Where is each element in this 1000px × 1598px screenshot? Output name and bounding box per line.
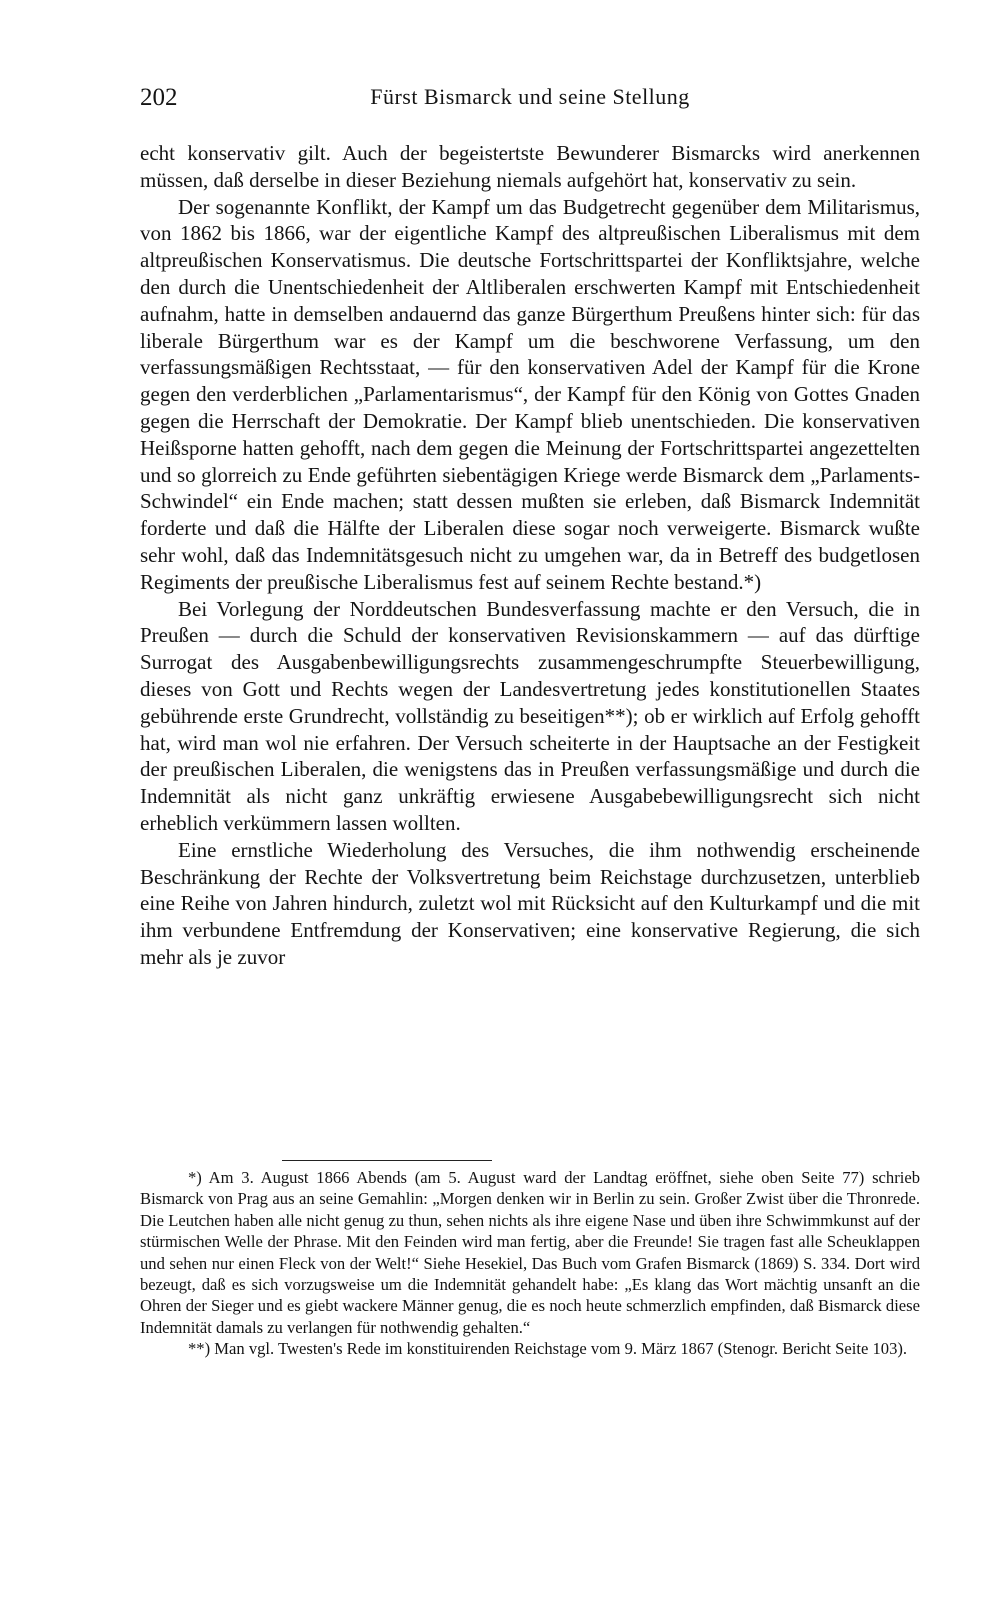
paragraph: Der sogenannte Konflikt, der Kampf um das Budgetrecht gegenüber dem Militarismus, von 1862 bis 1866, war der eigentliche Kampf des altpreußischen Liberalismus mit dem altpreußischen Konservatismus. Die deutsche Fortschrittspartei der Konfliktsjahre, welche den durch die Unentschiedenheit der Altliberalen erschwerten Kampf mit Entschiedenheit aufnahm, hatte in demselben andauernd das ganze Bürgerthum Preußens hinter sich: für das liberale Bürgerthum war es der Kampf um die beschworene Verfassung, um den verfassungsmäßigen Rechtsstaat, — für den konservativen Adel der Kampf für die Krone gegen den verderblichen „Parlamentarismus“, der Kampf für den König von Gottes Gnaden gegen die Herrschaft der Demokratie. Der Kampf blieb unentschieden. Die konservativen Heißsporne hatten gehofft, nach dem gegen die Meinung der Fortschrittspartei angezettelten und so glorreich zu Ende geführten siebentägigen Kriege werde Bismarck dem „Parlaments-Schwindel“ ein Ende machen; statt dessen mußten sie erleben, daß Bismarck Indemnität forderte und daß die Hälfte der Liberalen diese sogar noch verweigerte. Bismarck wußte sehr wohl, daß das Indemnitätsgesuch nicht zu umgehen war, da in Betreff des budgetlosen Regiments der preußische Liberalismus fest auf seinem Rechte bestand.*) [140,194,920,594]
footnote: *) Am 3. August 1866 Abends (am 5. August ward der Landtag eröffnet, siehe oben Seite 77) schrieb Bismarck von Prag aus an seine Gemahlin: „Morgen denken wir in Berlin zu sein. Großer Zwist über die Thronrede. Die Leutchen haben alle nicht genug zu thun, sehen nichts als ihre eigene Nase und üben ihre Schwimmkunst auf der stürmischen Welle der Phrase. Mit den Feinden wird man fertig, aber die Freunde! Sie tragen fast alle Scheuklappen und sehen nur einen Fleck von der Welt!“ Siehe Hesekiel, Das Buch vom Grafen Bismarck (1869) S. 334. Dort wird bezeugt, daß es sich vorzugsweise um die Indemnität gehandelt habe: „Es klang das Wort mächtig unsanft an die Ohren der Sieger und es giebt wackere Männer genug, die es noch heute schmerzlich empfinden, daß Bismarck diese Indemnität damals zu verlangen für nothwendig gehalten.“ [140,1168,920,1337]
running-header [140,84,920,114]
footnotes [140,1167,920,1360]
page-number: 202 [140,84,178,111]
footnote: **) Man vgl. Twesten's Rede im konstituirenden Reichstage vom 9. März 1867 (Stenogr. Bericht Seite 103). [188,1339,908,1359]
footnote-separator [282,1160,492,1161]
paragraph: Bei Vorlegung der Norddeutschen Bundesverfassung machte er den Versuch, die in Preußen — durch die Schuld der konservativen Revisionskammern — auf das dürftige Surrogat des Ausgabenbewilligungsrechts zusammengeschrumpfte Steuerbewilligung, dieses von Gott und Rechts wegen der Landesvertretung jedes konstitutionellen Staates gebührende erste Grundrecht, vollständig zu beseitigen**); ob er wirklich auf Erfolg gehofft hat, wird man wol nie erfahren. Der Versuch scheiterte in der Hauptsache an der Festigkeit der preußischen Liberalen, die wenigstens das in Preußen verfassungsmäßige und durch die Indemnität als nicht ganz unkräftig erwiesene Ausgabebewilligungsrecht sich nicht erheblich verkümmern lassen wollten. [140,596,920,835]
paragraph: echt konservativ gilt. Auch der begeistertste Bewunderer Bismarcks wird anerkennen müssen, daß derselbe in dieser Beziehung niemals aufgehört hat, konservativ zu sein. [140,141,920,192]
running-title: Fürst Bismarck und seine Stellung [370,84,690,109]
main-text [140,140,920,971]
paragraph: Eine ernstliche Wiederholung des Versuches, die ihm nothwendig erscheinende Beschränkung der Rechte der Volksvertretung beim Reichstage durchzusetzen, unterblieb eine Reihe von Jahren hindurch, zuletzt wol mit Rücksicht auf den Kulturkampf und die mit ihm verbundene Entfremdung der Konservativen; eine konservative Regierung, die sich mehr als je zuvor [140,837,920,969]
